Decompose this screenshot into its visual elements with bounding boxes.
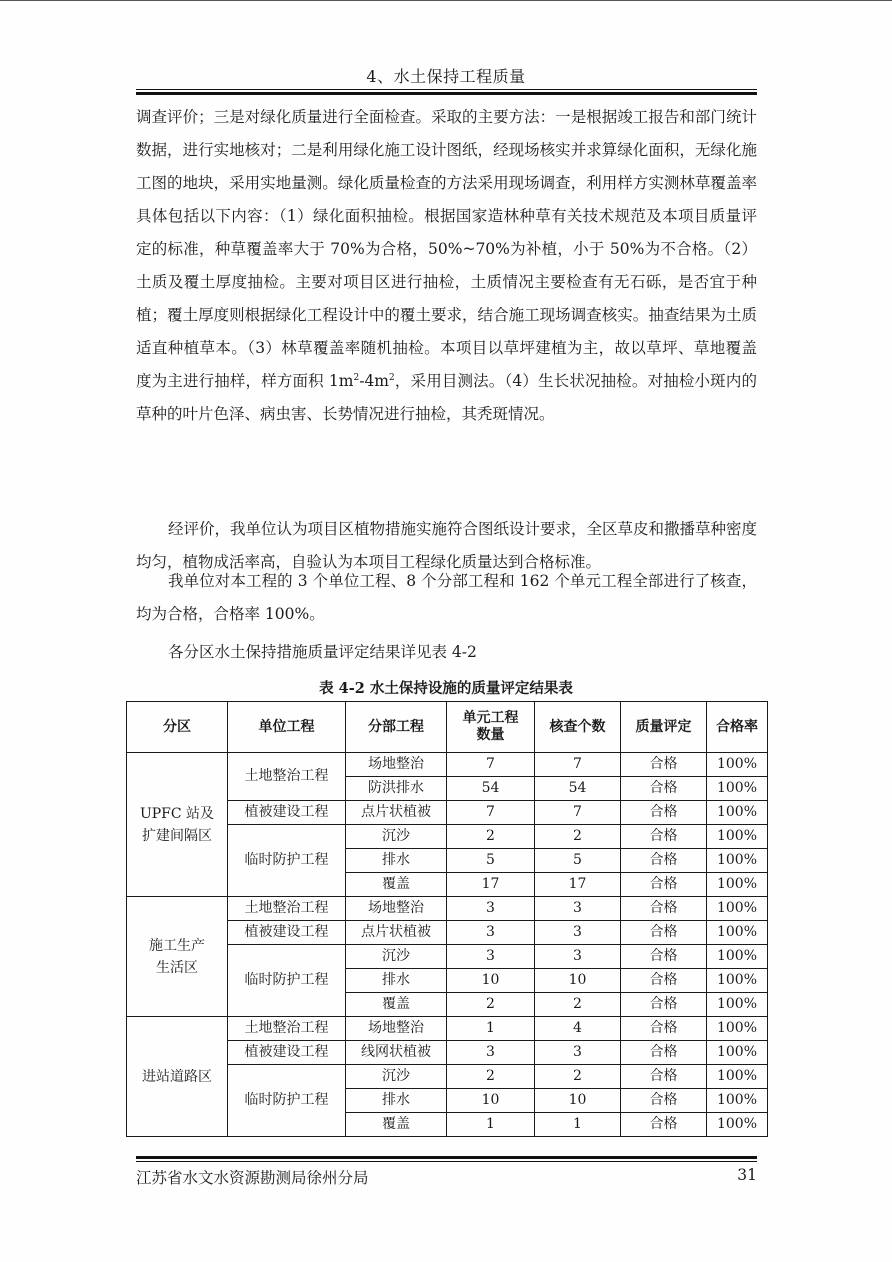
sub-project-cell: 沉沙: [346, 1065, 447, 1089]
sub-project-cell: 覆盖: [346, 993, 447, 1017]
pass-rate-cell: 100%: [707, 801, 768, 825]
header-rule-thin: [136, 89, 757, 90]
column-header-region: 分区: [127, 702, 228, 753]
pass-rate-cell: 100%: [707, 921, 768, 945]
unit-count-cell: 1: [447, 1113, 535, 1137]
pass-rate-cell: 100%: [707, 825, 768, 849]
sub-project-cell: 点片状植被: [346, 921, 447, 945]
evaluation-text: 经评价，我单位认为项目区植物措施实施符合图纸设计要求，全区草皮和撒播草种密度均匀，植物成活率高，自验认为本项目工程绿化质量达到合格标准。: [136, 520, 758, 571]
quality-rating-cell: 合格: [621, 1041, 707, 1065]
sub-project-cell: 排水: [346, 849, 447, 873]
footer-rule-thin: [136, 1161, 757, 1162]
superscript-2: 2: [353, 372, 360, 383]
checked-count-cell: 1: [535, 1113, 621, 1137]
unit-count-cell: 5: [447, 849, 535, 873]
quality-rating-cell: 合格: [621, 1113, 707, 1137]
unit-count-cell: 3: [447, 897, 535, 921]
table-body: [127, 753, 768, 1137]
body-paragraph-check: [136, 565, 757, 631]
pass-rate-cell: 100%: [707, 849, 768, 873]
column-header-rate: 合格率: [707, 702, 768, 753]
sub-project-cell: 防洪排水: [346, 777, 447, 801]
unit-count-cell: 10: [447, 969, 535, 993]
checked-count-cell: 10: [535, 969, 621, 993]
unit-count-cell: 2: [447, 825, 535, 849]
checked-count-cell: 2: [535, 993, 621, 1017]
pass-rate-cell: 100%: [707, 873, 768, 897]
unit-count-cell: 3: [447, 921, 535, 945]
unit-count-cell: 2: [447, 1065, 535, 1089]
table-row: [127, 897, 768, 921]
table-header-row: [127, 702, 768, 753]
page-top-border: [0, 0, 892, 1]
region-cell: 进站道路区: [127, 1017, 228, 1137]
quality-rating-cell: 合格: [621, 873, 707, 897]
unit-count-cell: 3: [447, 1041, 535, 1065]
checked-count-cell: 3: [535, 1041, 621, 1065]
quality-rating-cell: 合格: [621, 1089, 707, 1113]
pass-rate-cell: 100%: [707, 777, 768, 801]
quality-rating-cell: 合格: [621, 849, 707, 873]
quality-rating-cell: 合格: [621, 777, 707, 801]
methods-text-part2: -4m: [359, 372, 389, 390]
quality-result-table: [126, 701, 768, 1137]
unit-count-cell: 54: [447, 777, 535, 801]
checked-count-cell: 17: [535, 873, 621, 897]
unit-count-cell: 1: [447, 1017, 535, 1041]
checked-count-cell: 54: [535, 777, 621, 801]
quality-rating-cell: 合格: [621, 1017, 707, 1041]
checked-count-cell: 5: [535, 849, 621, 873]
sub-project-cell: 线网状植被: [346, 1041, 447, 1065]
pass-rate-cell: 100%: [707, 1089, 768, 1113]
column-header-part: 分部工程: [346, 702, 447, 753]
pass-rate-cell: 100%: [707, 1113, 768, 1137]
sub-project-cell: 沉沙: [346, 825, 447, 849]
sub-project-cell: 覆盖: [346, 873, 447, 897]
column-header-unit: 单位工程: [228, 702, 346, 753]
checked-count-cell: 3: [535, 897, 621, 921]
table-reference-text: 各分区水土保持措施质量评定结果详见表 4-2: [168, 643, 477, 661]
check-text: 我单位对本工程的 3 个单位工程、8 个分部工程和 162 个单元工程全部进行了核查，均为合格，合格率 100%。: [136, 572, 757, 623]
table-row: [127, 753, 768, 777]
pass-rate-cell: 100%: [707, 1017, 768, 1041]
page-number: 31: [737, 1166, 757, 1184]
quality-rating-cell: 合格: [621, 825, 707, 849]
unit-project-cell: 临时防护工程: [228, 1065, 346, 1137]
running-header-title: 4、水土保持工程质量: [366, 67, 526, 86]
unit-count-cell: 17: [447, 873, 535, 897]
quality-rating-cell: 合格: [621, 801, 707, 825]
quality-rating-cell: 合格: [621, 1065, 707, 1089]
superscript-2: 2: [389, 372, 395, 383]
region-cell: UPFC 站及 扩建间隔区: [127, 753, 228, 897]
sub-project-cell: 场地整治: [346, 753, 447, 777]
checked-count-cell: 7: [535, 801, 621, 825]
table-row: [127, 1017, 768, 1041]
checked-count-cell: 2: [535, 825, 621, 849]
checked-count-cell: 10: [535, 1089, 621, 1113]
unit-count-cell: 10: [447, 1089, 535, 1113]
header-rule-thick: [136, 92, 757, 95]
quality-rating-cell: 合格: [621, 993, 707, 1017]
region-cell: 施工生产 生活区: [127, 897, 228, 1017]
unit-project-cell: 植被建设工程: [228, 801, 346, 825]
column-header-count: 单元工程 数量: [447, 702, 535, 753]
quality-rating-cell: 合格: [621, 945, 707, 969]
checked-count-cell: 3: [535, 921, 621, 945]
unit-count-cell: 7: [447, 753, 535, 777]
unit-project-cell: 临时防护工程: [228, 945, 346, 1017]
pass-rate-cell: 100%: [707, 945, 768, 969]
footer-rule-thick: [136, 1156, 757, 1159]
footer-organization: 江苏省水文水资源勘测局徐州分局: [136, 1169, 369, 1187]
pass-rate-cell: 100%: [707, 753, 768, 777]
sub-project-cell: 覆盖: [346, 1113, 447, 1137]
body-paragraph-reference: [136, 636, 757, 669]
unit-project-cell: 植被建设工程: [228, 921, 346, 945]
column-header-checked: 核查个数: [535, 702, 621, 753]
quality-rating-cell: 合格: [621, 897, 707, 921]
pass-rate-cell: 100%: [707, 969, 768, 993]
checked-count-cell: 2: [535, 1065, 621, 1089]
sub-project-cell: 场地整治: [346, 897, 447, 921]
sub-project-cell: 场地整治: [346, 1017, 447, 1041]
pass-rate-cell: 100%: [707, 897, 768, 921]
unit-count-cell: 2: [447, 993, 535, 1017]
pass-rate-cell: 100%: [707, 993, 768, 1017]
unit-project-cell: 植被建设工程: [228, 1041, 346, 1065]
unit-project-cell: 土地整治工程: [228, 753, 346, 801]
unit-project-cell: 土地整治工程: [228, 897, 346, 921]
body-paragraph-methods: [136, 101, 757, 431]
unit-project-cell: 临时防护工程: [228, 825, 346, 897]
sub-project-cell: 排水: [346, 1089, 447, 1113]
checked-count-cell: 3: [535, 945, 621, 969]
unit-count-cell: 3: [447, 945, 535, 969]
methods-text-part3: ，采用目测法。（4）生长状况抽检。对抽检小斑内的草种的叶片色泽、病虫害、长势情况进行抽检，其秃斑情况。: [136, 372, 757, 423]
sub-project-cell: 沉沙: [346, 945, 447, 969]
pass-rate-cell: 100%: [707, 1041, 768, 1065]
checked-count-cell: 4: [535, 1017, 621, 1041]
quality-rating-cell: 合格: [621, 753, 707, 777]
quality-rating-cell: 合格: [621, 969, 707, 993]
pass-rate-cell: 100%: [707, 1065, 768, 1089]
sub-project-cell: 排水: [346, 969, 447, 993]
quality-rating-cell: 合格: [621, 921, 707, 945]
table-caption: 表 4-2 水土保持设施的质量评定结果表: [319, 680, 573, 697]
unit-count-cell: 7: [447, 801, 535, 825]
checked-count-cell: 7: [535, 753, 621, 777]
column-header-rating: 质量评定: [621, 702, 707, 753]
methods-text-part1: 调查评价；三是对绿化质量进行全面检查。采取的主要方法：一是根据竣工报告和部门统计数据，进行实地核对；二是利用绿化施工设计图纸，经现场核实并求算绿化面积，无绿化施工图的地块，采用实地量测。绿化质量检查的方法采用现场调查，利用样方实测林草覆盖率具体包括以下内容：（1）绿化面积抽检。根据国家造林种草有关技术规范及本项目质量评定的标准，种草覆盖率大于 70%为合格，50%~70%为补植，小于 50%为不合格。（2）土质及覆土厚度抽检。主要对项目区进行抽检，土质情况主要检查有无石砾，是否宜于种植；覆土厚度则根据绿化工程设计中的覆土要求，结合施工现场调查核实。抽查结果为土质适直种植草本。（3）林草覆盖率随机抽检。本项目以草坪建植为主，故以草坪、草地覆盖度为主进行抽样，样方面积 1m: [136, 108, 757, 390]
unit-project-cell: 土地整治工程: [228, 1017, 346, 1041]
sub-project-cell: 点片状植被: [346, 801, 447, 825]
